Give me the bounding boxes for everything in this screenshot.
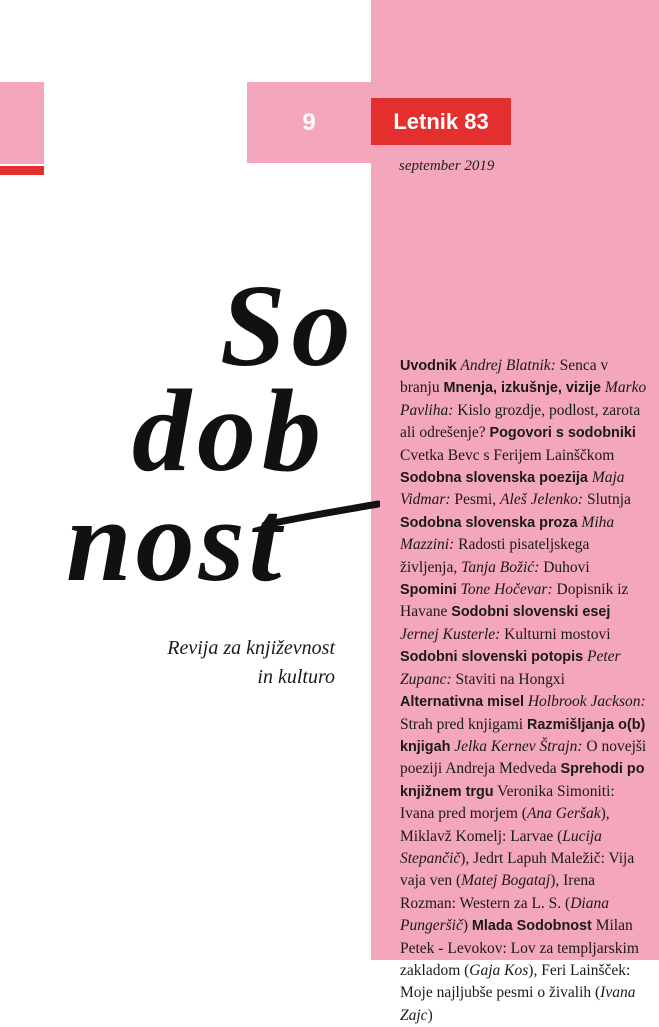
toc-author: Ivana Zajc <box>400 984 636 1024</box>
toc-text: O novejši poeziji Andreja Medveda <box>400 737 647 778</box>
toc-section-title: Mlada Sodobnost <box>471 918 592 935</box>
toc-text: ) <box>462 917 472 935</box>
subtitle-line-2: in kulturo <box>257 666 335 688</box>
toc-section-title: Sodobna slovenska poezija <box>400 470 588 487</box>
toc-section-title: Spomini <box>400 582 457 599</box>
toc-text: Dopisnik iz Havane <box>400 581 629 621</box>
toc-author: Tanja Božić: <box>461 558 540 576</box>
toc-author: Ana Geršak <box>526 805 601 823</box>
toc-text: Pesmi, <box>450 491 501 509</box>
toc-text: Kulturni mostovi <box>500 625 611 643</box>
issue-number: 9 <box>247 82 371 163</box>
toc-author: Aleš Jelenko: <box>500 491 584 509</box>
toc-text: Veronika Simoniti: Ivana pred morjem ( <box>400 782 615 823</box>
toc-section-title: Pogovori s sodobniki <box>489 425 636 442</box>
toc-section-title: Mnenja, izkušnje, vizije <box>443 380 602 397</box>
toc-text: Kislo grozdje, podlost, zarota ali odrešenje? <box>400 401 641 442</box>
toc-author: Marko Pavliha: <box>400 379 647 419</box>
toc-text: Milan Petek - Levokov: Lov za templjarskim zakladom ( <box>400 917 639 979</box>
table-of-contents <box>400 355 650 1027</box>
toc-text: ), Miklavž Komelj: Larvae ( <box>400 805 610 845</box>
volume-label: Letnik 83 <box>371 98 511 145</box>
toc-section-title: Alternativna misel <box>400 694 524 711</box>
toc-author: Andrej Blatnik: <box>456 357 556 374</box>
toc-author: Jelka Kernev Štrajn: <box>450 737 583 755</box>
toc-text: Duhovi <box>539 558 590 576</box>
logo-line-1: So <box>220 270 357 391</box>
toc-author: Holbrook Jackson: <box>523 693 646 711</box>
toc-author: Lucija Stepančič <box>400 827 602 867</box>
logo-line-3: nost <box>66 475 286 600</box>
sodobnost-logo <box>60 270 380 600</box>
toc-text: Radosti pisateljskega življenja, <box>400 536 590 576</box>
toc-author: Miha Mazzini: <box>400 513 615 554</box>
toc-author: Peter Zupanc: <box>400 648 621 688</box>
toc-section-title: Sodobna slovenska proza <box>400 514 578 531</box>
toc-author: Tone Hočevar: <box>456 581 553 599</box>
toc-author: Gaja Kos <box>469 961 529 979</box>
toc-author: Maja Vidmar: <box>400 469 625 509</box>
toc-text: Strah pred knjigami <box>400 715 527 733</box>
subtitle-line-1: Revija za književnost <box>167 637 335 659</box>
toc-text: ) <box>427 1006 433 1024</box>
toc-text: ), Feri Lainšček: Moje najljubše pesmi o živalih ( <box>400 961 631 1002</box>
toc-text: Cvetka Bevc s Ferijem Lainščkom <box>400 446 615 464</box>
toc-text: Slutnja <box>583 491 631 509</box>
toc-text: ), Jedrt Lapuh Maležič: Vija vaja ven ( <box>400 849 635 890</box>
toc-author: Matej Bogataj <box>461 872 551 890</box>
toc-text: Staviti na Hongxi <box>451 670 565 688</box>
toc-section-title: Razmišljanja o(b) knjigah <box>400 716 646 755</box>
toc-section-title: Uvodnik <box>400 358 457 374</box>
toc-section-title: Sprehodi po knjižnem trgu <box>400 761 645 800</box>
issue-date: september 2019 <box>399 158 495 174</box>
left-red-line <box>0 166 44 175</box>
left-pink-block <box>0 82 44 164</box>
toc-text: Senca v branju <box>400 357 609 397</box>
logo-line-2: dob <box>132 365 327 496</box>
toc-section-title: Sodobni slovenski esej <box>451 604 611 621</box>
toc-text: ), Irena Rozman: Western za L. S. ( <box>400 872 595 912</box>
toc-author: Diana Pungeršič <box>400 894 609 935</box>
subtitle <box>130 634 335 692</box>
toc-section-title: Sodobni slovenski potopis <box>400 649 584 666</box>
toc-author: Jernej Kusterle: <box>400 625 501 643</box>
